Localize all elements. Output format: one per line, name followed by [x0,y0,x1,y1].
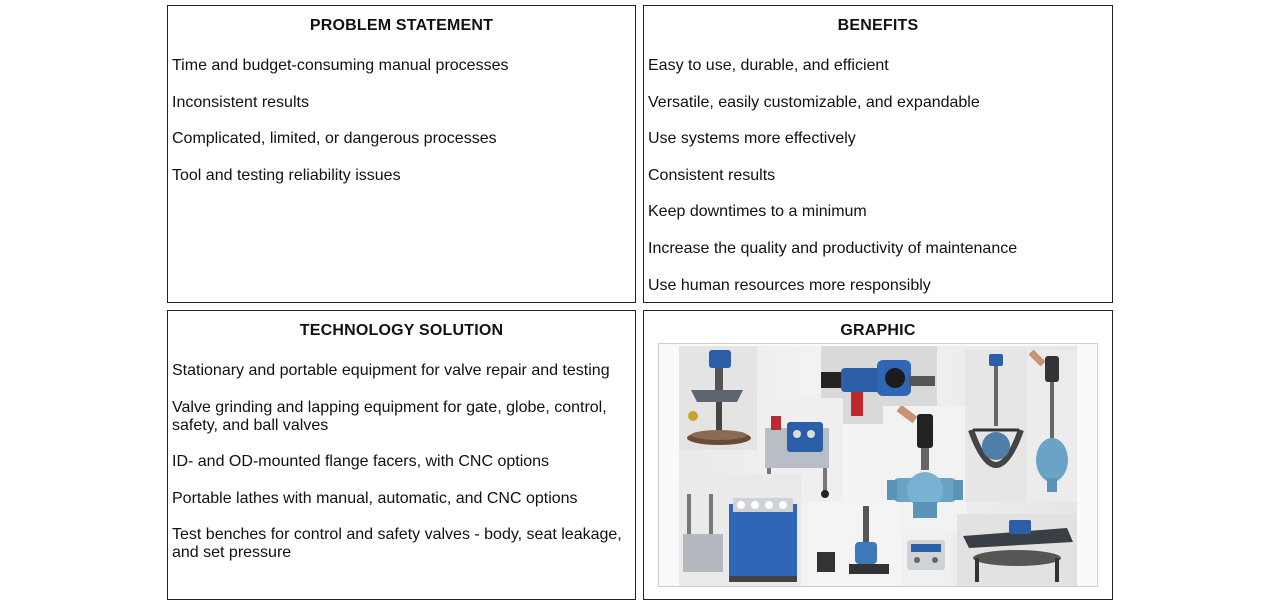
graphic-panel [643,310,1113,600]
solution-item: Portable lathes with manual, automatic, and CNC options [172,489,578,507]
problem-item: Complicated, limited, or dangerous processes [172,130,497,148]
solution-item: Valve grinding and lapping equipment for gate, globe, control, safety, and ball valves [172,398,607,434]
benefit-item: Use human resources more responsibly [648,276,931,294]
technology-solution-title: TECHNOLOGY SOLUTION [299,322,504,339]
benefits-title: BENEFITS [837,17,919,34]
flange-facer-photo [957,514,1077,586]
valve-grinder-photo [679,346,757,450]
technology-solution-panel [167,310,636,600]
benefit-item: Use systems more effectively [648,130,856,148]
solution-item: ID- and OD-mounted flange facers, with CNC options [172,453,550,471]
solution-item: Test benches for control and safety valves - body, seat leakage, and set pressure [172,526,622,562]
valve-tool-photo [965,350,1027,502]
control-box-photo [901,532,951,586]
problem-item: Time and budget-consuming manual processes [172,57,509,74]
benefit-item: Versatile, easily customizable, and expandable [648,93,980,111]
problem-statement-panel [167,5,636,303]
graphic-title: GRAPHIC [840,322,916,339]
problem-item: Inconsistent results [172,93,309,111]
benefit-item: Consistent results [648,166,776,184]
problem-item: Tool and testing reliability issues [172,166,401,184]
valve-fixture-photo [807,502,901,586]
equipment-collage [679,346,1077,586]
benefits-list [648,57,1106,313]
test-bench-photo [679,474,801,586]
benefit-item: Keep downtimes to a minimum [648,203,867,221]
drill-valve-photo [1027,350,1077,502]
benefit-item: Increase the quality and productivity of maintenance [648,239,1018,257]
technology-solution-list [172,362,629,581]
equipment-collage-image [658,343,1098,587]
problem-statement-title: PROBLEM STATEMENT [309,17,494,34]
problem-statement-list [172,57,629,203]
solution-item: Stationary and portable equipment for valve repair and testing [172,362,610,379]
benefit-item: Easy to use, durable, and efficient [648,57,889,74]
benefits-panel [643,5,1113,303]
